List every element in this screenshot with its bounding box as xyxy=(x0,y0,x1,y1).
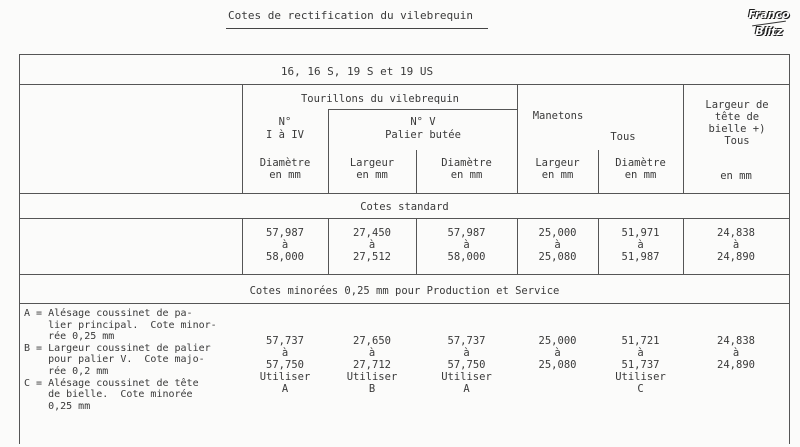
logo-line2: Blitz xyxy=(755,25,783,38)
table-border-left xyxy=(19,54,20,444)
standard-col3: 57,987 à 58,000 xyxy=(447,227,486,263)
minorees-col1: 57,737 à 57,750 Utiliser A xyxy=(259,335,311,395)
rule-standard-title xyxy=(19,218,790,219)
minorees-col6: 24,838 à 24,890 xyxy=(717,335,755,371)
col3-unit: Diamètre en mm xyxy=(441,157,492,181)
col1-no: N° xyxy=(278,116,292,128)
col23-no: N° V xyxy=(410,116,436,128)
rule-standard-bottom xyxy=(19,274,790,275)
standard-col4: 25,000 à 25,080 xyxy=(538,227,577,263)
manetons-tous: Tous xyxy=(610,131,636,143)
rule-header-bottom xyxy=(19,193,790,194)
logo-line1: Franco xyxy=(748,8,790,21)
tourillons-heading: Tourillons du vilebrequin xyxy=(300,93,460,105)
standard-col5: 51,971 à 51,987 xyxy=(621,227,660,263)
minorees-col2: 27,650 à 27,712 Utiliser B xyxy=(346,335,398,395)
title-underline xyxy=(226,28,488,29)
rule-minorees-title xyxy=(19,303,790,304)
minorees-col4: 25,000 à 25,080 xyxy=(538,335,577,371)
col6-unit: en mm xyxy=(720,170,752,182)
rule-models xyxy=(19,84,790,85)
section-minorees: Cotes minorées 0,25 mm pour Production et Service xyxy=(249,285,560,297)
franco-blitz-logo xyxy=(748,8,790,46)
col1-range: I à IV xyxy=(266,129,304,141)
section-standard: Cotes standard xyxy=(360,201,449,213)
standard-col1: 57,987 à 58,000 xyxy=(266,227,304,263)
col5-unit: Diamètre en mm xyxy=(615,157,666,181)
manetons-heading: Manetons xyxy=(532,110,584,122)
page-title: Cotes de rectification du vilebrequin xyxy=(228,9,474,22)
minorees-col3: 57,737 à 57,750 Utiliser A xyxy=(441,335,492,395)
minorees-col5: 51,721 à 51,737 Utiliser C xyxy=(615,335,666,395)
table-border-top xyxy=(19,54,790,55)
col2-unit: Largeur en mm xyxy=(349,157,395,181)
col1-unit: Diamètre en mm xyxy=(259,157,311,181)
models-heading: 16, 16 S, 19 S et 19 US xyxy=(280,65,434,78)
standard-col6: 24,838 à 24,890 xyxy=(717,227,755,263)
rule-tourillons xyxy=(328,109,518,110)
col23-palier: Palier butée xyxy=(385,129,461,141)
standard-col2: 27,450 à 27,512 xyxy=(353,227,391,263)
footnotes-abc: A = Alésage coussinet de pa- lier principal. Cote minor- rée 0,25 mm B = Largeur coussinet de palier pour palier V. Cote majo- rée 0,2 mm C = Alésage coussinet de tête de bielle. Cote minorée 0,25 mm xyxy=(24,308,217,412)
largeur-tete-heading: Largeur de tête de bielle +) Tous xyxy=(705,99,769,147)
col4-unit: Largeur en mm xyxy=(535,157,580,181)
